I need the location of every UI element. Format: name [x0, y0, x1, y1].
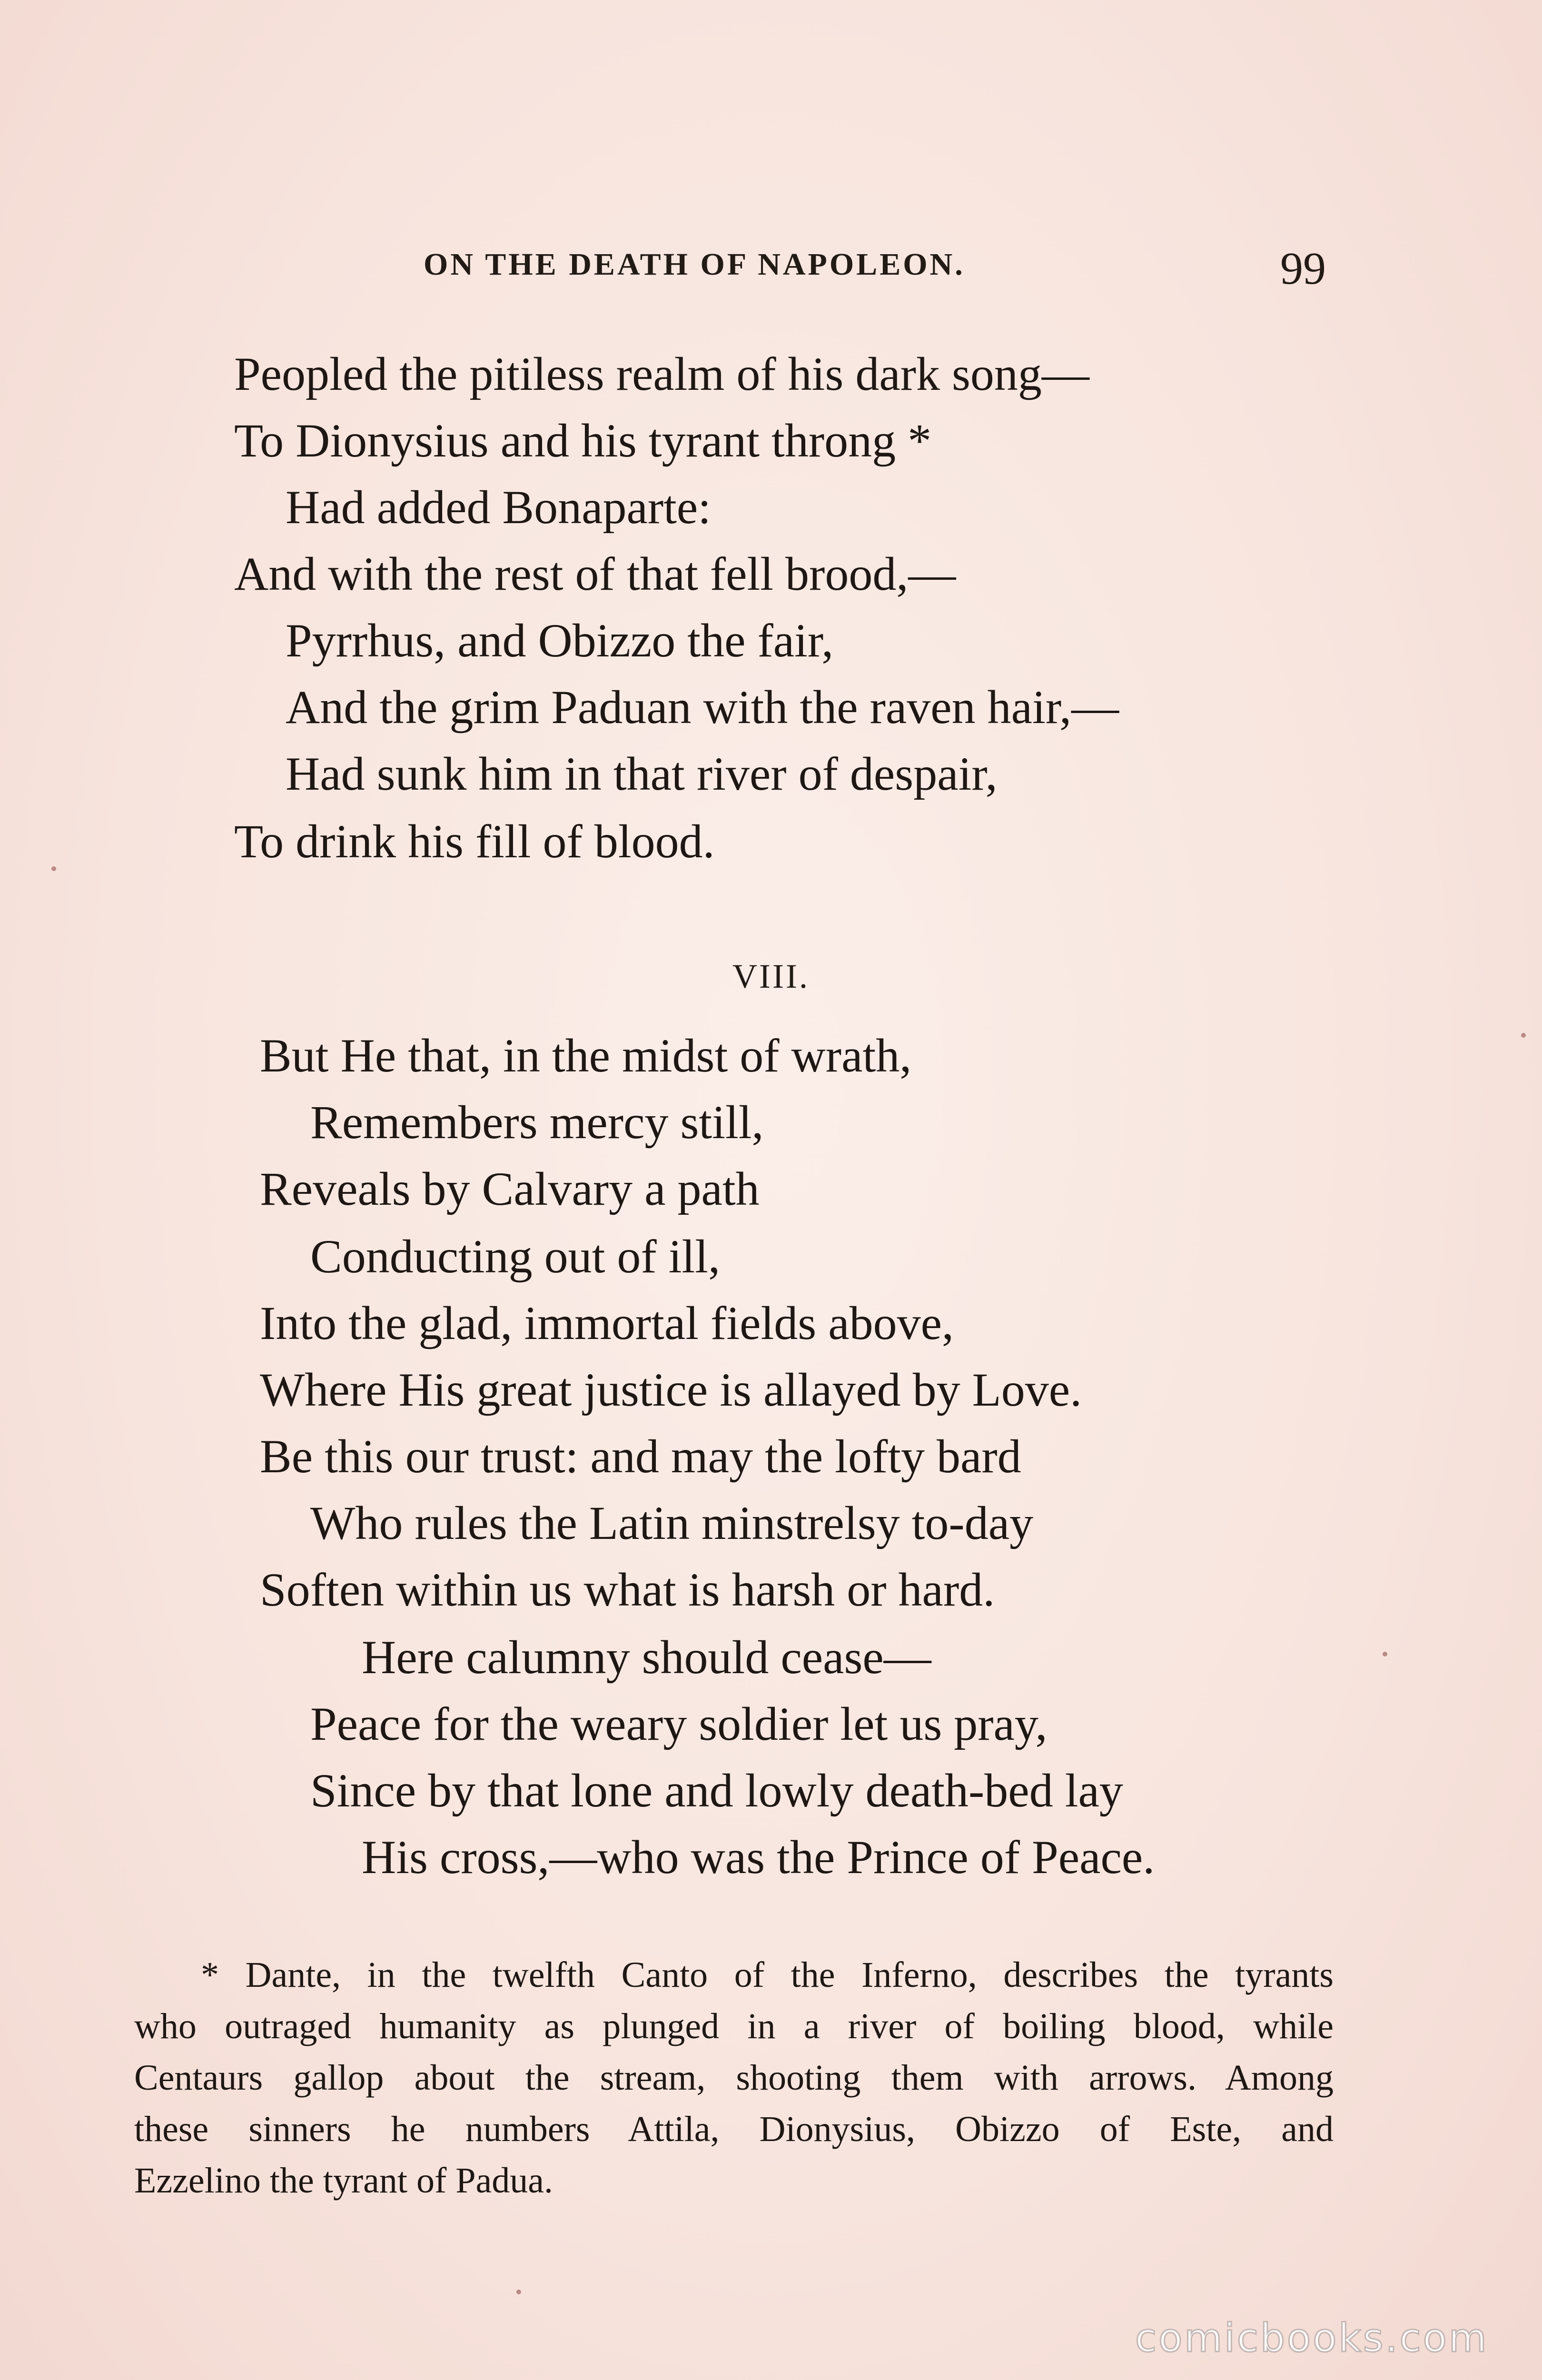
verse-line: And the grim Paduan with the raven hair,—: [286, 681, 1119, 734]
paper-speck: [1521, 1033, 1526, 1038]
verse-line: Peopled the pitiless realm of his dark song—: [234, 347, 1089, 400]
verse-line: To Dionysius and his tyrant throng *: [234, 414, 932, 467]
verse-line: Reveals by Calvary a path: [260, 1162, 760, 1215]
verse-line: To drink his fill of blood.: [234, 815, 715, 868]
paper-speck: [516, 2290, 521, 2294]
page-number: 99: [1280, 243, 1326, 294]
verse-line: Pyrrhus, and Obizzo the fair,: [286, 614, 834, 667]
verse-line: Who rules the Latin minstrelsy to-day: [310, 1497, 1034, 1549]
footnote-line: these sinners he numbers Attila, Dionysius, Obizzo of Este, and: [134, 2109, 1334, 2149]
footnote-line: who outraged humanity as plunged in a river of boiling blood, while: [134, 2006, 1334, 2046]
verse-line: Had added Bonaparte:: [286, 481, 712, 534]
footnote-line: Ezzelino the tyrant of Padua.: [134, 2161, 554, 2201]
verse-line: Conducting out of ill,: [310, 1230, 721, 1283]
verse-line: Into the glad, immortal fields above,: [260, 1297, 954, 1349]
verse-line: Where His great justice is allayed by Love.: [260, 1363, 1082, 1416]
verse-line: Peace for the weary soldier let us pray,: [310, 1697, 1048, 1750]
verse-line: Soften within us what is harsh or hard.: [260, 1563, 995, 1616]
footnote-line: Centaurs gallop about the stream, shooting them with arrows. Among: [134, 2058, 1334, 2098]
verse-line: Be this our trust: and may the lofty bard: [260, 1430, 1021, 1483]
footnote: [134, 1949, 1334, 2206]
paper-speck: [1383, 1652, 1387, 1656]
verse-line: But He that, in the midst of wrath,: [260, 1029, 912, 1082]
footnote-line: * Dante, in the twelfth Canto of the Inferno, describes the tyrants: [201, 1955, 1334, 1995]
running-title: ON THE DEATH OF NAPOLEON.: [424, 247, 965, 282]
verse-line: Since by that lone and lowly death-bed lay: [310, 1764, 1123, 1817]
verse-line: His cross,—who was the Prince of Peace.: [362, 1831, 1155, 1884]
verse-line: And with the rest of that fell brood,—: [234, 547, 956, 600]
watermark: comicbooks.com: [1135, 2316, 1489, 2361]
running-header: [0, 238, 1542, 295]
verse-line: Had sunk him in that river of despair,: [286, 747, 998, 800]
verse-line: Remembers mercy still,: [310, 1096, 764, 1149]
section-number: VIII.: [732, 957, 810, 995]
paper-speck: [51, 866, 56, 871]
verse-line: Here calumny should cease—: [362, 1631, 931, 1684]
